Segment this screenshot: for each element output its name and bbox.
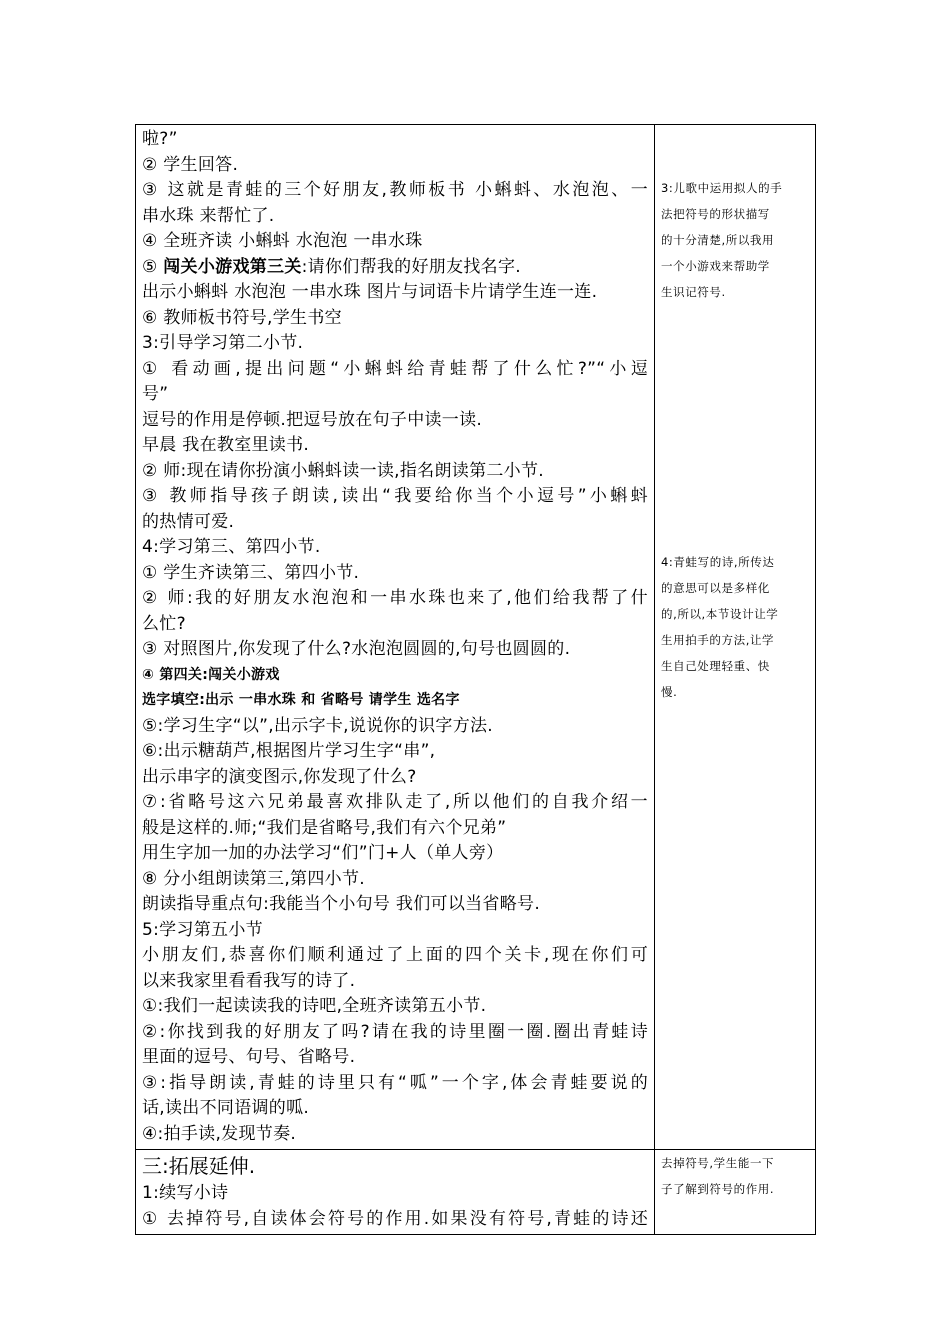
text-line: 啦?” [142, 129, 178, 149]
text-line: ①:我们一起读读我的诗吧,全班齐读第五小节. [142, 996, 487, 1016]
note-line: 生识记符号. [661, 285, 726, 299]
text-line [142, 255, 648, 281]
note-line: 去掉符号,学生能一下 [661, 1156, 775, 1170]
text-line: 话,读出不同语调的呱. [142, 1098, 310, 1118]
note-line: 生自己处理轻重、快 [661, 659, 770, 673]
bold-label: 闯关小游戏第三关 [163, 256, 302, 277]
note-line: 慢. [661, 685, 678, 699]
text-line: 么忙? [142, 613, 186, 634]
text-line: ③:指导朗读,青蛙的诗里只有“呱”一个字,体会青蛙要说的 [142, 1072, 648, 1093]
text-line: ⑤:学习生字“以”,出示字卡,说说你的识字方法. [142, 715, 493, 736]
text-line: ③ 这就是青蛙的三个好朋友,教师板书 小蝌蚪、水泡泡、一 [142, 180, 648, 200]
design-note-4 [655, 305, 815, 705]
note-line: 一个小游戏来帮助学 [661, 259, 770, 273]
design-intent-cell [655, 125, 816, 1150]
text-line: 选字填空:出示 一串水珠 和 省略号 请学生 选名字 [142, 692, 460, 708]
text-line: 逗号的作用是停顿.把逗号放在句子中读一读. [142, 409, 483, 430]
note-line: 子了解到符号的作用. [661, 1182, 775, 1196]
text-line: 5:学习第五小节 [142, 919, 263, 940]
text-line: 4:学习第三、第四小节. [142, 537, 321, 557]
text-line: 1:续写小诗 [142, 1183, 229, 1203]
text-line: ① 去掉符号,自读体会符号的作用.如果没有符号,青蛙的诗还 [142, 1208, 648, 1229]
text-line: 的热情可爱. [142, 511, 235, 532]
text-line: ④ 第四关:闯关小游戏 [142, 666, 280, 683]
line-prefix: ⑤ [142, 256, 164, 277]
table-row [136, 1150, 816, 1235]
note-line: 4:青蛙写的诗,所传达 [661, 555, 775, 569]
note-line: 的十分清楚,所以我用 [661, 233, 775, 247]
note-line: 3:儿歌中运用拟人的手 [661, 181, 783, 195]
text-line: 朗读指导重点句:我能当个小句号 我们可以当省略号. [142, 894, 541, 914]
line-rest: :请你们帮我的好朋友找名字. [301, 256, 521, 277]
extension-note-cell [655, 1150, 816, 1235]
note-line: 法把符号的形状描写 [661, 207, 770, 221]
text-line: ③ 教师指导孩子朗读,读出“我要给你当个小逗号”小蝌蚪 [142, 486, 648, 506]
text-line: ⑥:出示糖葫芦,根据图片学习生字“串”, [142, 741, 436, 761]
note-line: 的意思可以是多样化 [661, 581, 770, 595]
text-line: ②:你找到我的好朋友了吗?请在我的诗里圈一圈.圈出青蛙诗 [142, 1021, 648, 1042]
text-line: ④ 全班齐读 小蝌蚪 水泡泡 一串水珠 [142, 231, 423, 251]
teaching-process-cell [136, 125, 655, 1150]
text-line: 用生字加一加的办法学习“们”门+人（单人旁） [142, 843, 504, 863]
text-line: 出示串字的演变图示,你发现了什么? [142, 766, 417, 787]
lesson-plan-table [135, 124, 816, 1235]
text-line: 号” [142, 384, 169, 404]
text-line: ② 学生回答. [142, 154, 239, 175]
text-line: 以来我家里看看我写的诗了. [142, 970, 356, 991]
text-line: 般是这样的.师;“我们是省略号,我们有六个兄弟” [142, 817, 507, 838]
text-line: 出示小蝌蚪 水泡泡 一串水珠 图片与词语卡片请学生连一连. [142, 282, 598, 302]
extension-cell [136, 1150, 655, 1235]
text-line: 3:引导学习第二小节. [142, 333, 304, 353]
text-line: 里面的逗号、句号、省略号. [142, 1047, 356, 1067]
text-line: ④:拍手读,发现节奏. [142, 1123, 297, 1144]
text-line: 早晨 我在教室里读书. [142, 435, 310, 455]
text-line: ② 师:我的好朋友水泡泡和一串水珠也来了,他们给我帮了什 [142, 588, 648, 608]
text-line: ⑥ 教师板书符号,学生书空 [142, 307, 342, 328]
text-line: ① 学生齐读第三、第四小节. [142, 562, 360, 583]
text-line: ① 看动画,提出问题“小蝌蚪给青蛙帮了什么忙?”“小逗 [142, 358, 648, 379]
table-row [136, 125, 816, 1150]
text-line: ③ 对照图片,你发现了什么?水泡泡圆圆的,句号也圆圆的. [142, 639, 571, 659]
text-line: 小朋友们,恭喜你们顺利通过了上面的四个关卡,现在你们可 [142, 945, 648, 965]
text-line: ② 师:现在请你扮演小蝌蚪读一读,指名朗读第二小节. [142, 460, 544, 481]
section-heading: 三:拓展延伸. [142, 1154, 256, 1178]
text-line: ⑦:省略号这六兄弟最喜欢排队走了,所以他们的自我介绍一 [142, 792, 648, 812]
design-note-extension [655, 1150, 815, 1202]
text-line: ⑧ 分小组朗读第三,第四小节. [142, 868, 365, 889]
extension-text [136, 1181, 654, 1234]
text-line: 串水珠 来帮忙了. [142, 205, 275, 226]
note-line: 生用拍手的方法,让学 [661, 633, 775, 647]
teaching-process-text [136, 125, 654, 1149]
note-line: 的,所以,本节设计让学 [661, 607, 779, 621]
design-note-3 [655, 125, 815, 305]
